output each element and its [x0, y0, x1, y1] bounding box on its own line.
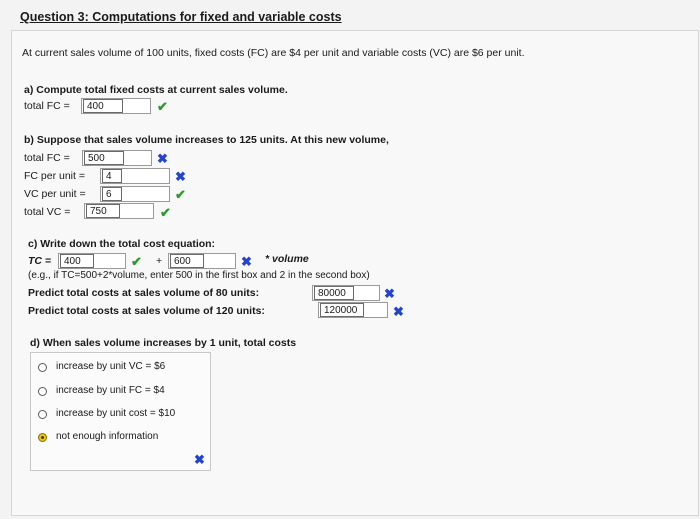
fc-per-unit-field-wrap	[100, 168, 170, 184]
total-fc-field-wrap	[81, 98, 151, 114]
b-total-fc-field-wrap	[82, 150, 152, 166]
tc-slope-field-wrap	[168, 253, 236, 269]
plus-sign: +	[156, 255, 163, 267]
option-2-label[interactable]: increase by unit FC = $4	[56, 385, 165, 396]
option-3-label[interactable]: increase by unit cost = $10	[56, 408, 176, 419]
incorrect-x-icon: ✖	[157, 151, 168, 166]
total-fc-label: total FC =	[24, 100, 70, 112]
volume-label: * volume	[265, 253, 309, 265]
tc-slope-input[interactable]: 600	[170, 254, 204, 268]
incorrect-x-icon: ✖	[393, 304, 404, 319]
total-vc-label: total VC =	[24, 206, 71, 218]
predict-120-field-wrap	[318, 302, 388, 318]
predict-120-input[interactable]: 120000	[320, 303, 364, 317]
incorrect-x-icon: ✖	[241, 254, 252, 269]
option-1-label[interactable]: increase by unit VC = $6	[56, 361, 166, 372]
equation-hint: (e.g., if TC=500+2*volume, enter 500 in the first box and 2 in the second box)	[28, 270, 370, 281]
radio-option-2[interactable]	[38, 387, 47, 396]
incorrect-x-icon: ✖	[384, 286, 395, 301]
total-fc-input[interactable]: 400	[83, 99, 123, 113]
tc-label: TC =	[28, 255, 52, 267]
tc-intercept-input[interactable]: 400	[60, 254, 94, 268]
multiple-choice-box	[30, 352, 211, 471]
question-title: Question 3: Computations for fixed and variable costs	[20, 10, 342, 24]
correct-check-icon: ✔	[131, 254, 142, 269]
correct-check-icon: ✔	[157, 99, 168, 114]
vc-per-unit-field-wrap	[100, 186, 170, 202]
part-a-heading: a) Compute total fixed costs at current sales volume.	[24, 84, 288, 96]
fc-per-unit-label: FC per unit =	[24, 170, 85, 182]
option-4-label[interactable]: not enough information	[56, 431, 159, 442]
radio-option-4-selected[interactable]	[38, 433, 47, 442]
b-total-fc-label: total FC =	[24, 152, 70, 164]
total-vc-field-wrap	[84, 203, 154, 219]
intro-text: At current sales volume of 100 units, fixed costs (FC) are $4 per unit and variable costs (VC) are $6 per unit.	[22, 47, 525, 59]
tc-intercept-field-wrap	[58, 253, 126, 269]
part-c-heading: c) Write down the total cost equation:	[28, 238, 216, 250]
vc-per-unit-input[interactable]: 6	[102, 187, 122, 201]
predict-80-label: Predict total costs at sales volume of 80 units:	[28, 287, 260, 299]
incorrect-x-icon: ✖	[175, 169, 186, 184]
radio-option-3[interactable]	[38, 410, 47, 419]
predict-80-input[interactable]: 80000	[314, 286, 354, 300]
correct-check-icon: ✔	[160, 205, 171, 220]
b-total-fc-input[interactable]: 500	[84, 151, 124, 165]
radio-option-1[interactable]	[38, 363, 47, 372]
predict-80-field-wrap	[312, 285, 380, 301]
predict-120-label: Predict total costs at sales volume of 120 units:	[28, 305, 265, 317]
correct-check-icon: ✔	[175, 187, 186, 202]
incorrect-x-icon: ✖	[194, 452, 205, 467]
fc-per-unit-input[interactable]: 4	[102, 169, 122, 183]
total-vc-input[interactable]: 750	[86, 204, 120, 218]
part-b-heading: b) Suppose that sales volume increases to 125 units. At this new volume,	[24, 134, 389, 146]
part-d-heading: d) When sales volume increases by 1 unit, total costs	[30, 337, 297, 349]
vc-per-unit-label: VC per unit =	[24, 188, 86, 200]
